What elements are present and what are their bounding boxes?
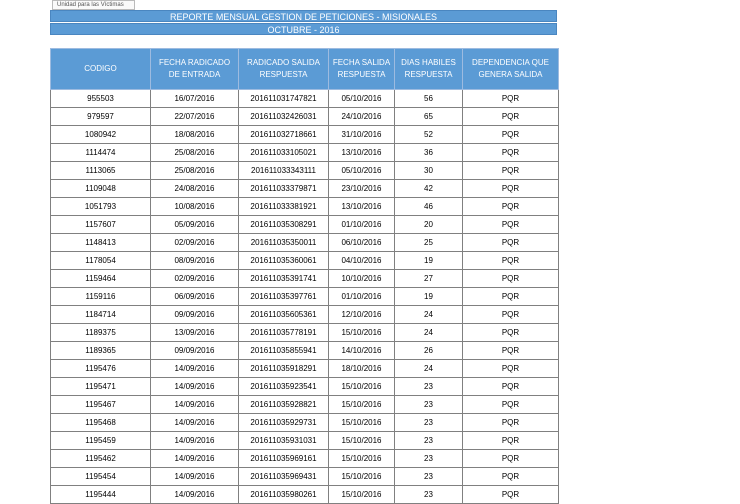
cell-codigo: 1195462 [51,450,151,468]
cell-dias-habiles: 56 [395,90,463,108]
cell-fecha-salida: 24/10/2016 [329,108,395,126]
cell-codigo: 1159116 [51,288,151,306]
cell-radicado-salida: 201611035923541 [239,378,329,396]
cell-fecha-entrada: 14/09/2016 [151,360,239,378]
cell-radicado-salida: 201611035360061 [239,252,329,270]
table-row [51,252,559,270]
cell-radicado-salida: 201611035928821 [239,396,329,414]
cell-dependencia: PQR [463,252,559,270]
cell-fecha-salida: 06/10/2016 [329,234,395,252]
cell-fecha-salida: 10/10/2016 [329,270,395,288]
cell-dependencia: PQR [463,288,559,306]
cell-fecha-salida: 15/10/2016 [329,486,395,504]
cell-fecha-entrada: 02/09/2016 [151,234,239,252]
cell-codigo: 1159464 [51,270,151,288]
cell-fecha-salida: 13/10/2016 [329,144,395,162]
cell-radicado-salida: 201611033379871 [239,180,329,198]
cell-dependencia: PQR [463,108,559,126]
cell-codigo: 1195467 [51,396,151,414]
cell-fecha-entrada: 05/09/2016 [151,216,239,234]
header-fecha-radicado-entrada: FECHA RADICADO DE ENTRADA [151,49,239,90]
cell-dias-habiles: 19 [395,252,463,270]
table-row [51,126,559,144]
cell-dias-habiles: 52 [395,126,463,144]
cell-dependencia: PQR [463,90,559,108]
cell-dias-habiles: 24 [395,306,463,324]
table-row [51,90,559,108]
cell-fecha-entrada: 14/09/2016 [151,450,239,468]
cell-dias-habiles: 42 [395,180,463,198]
cell-radicado-salida: 201611035397761 [239,288,329,306]
cell-dias-habiles: 19 [395,288,463,306]
cell-radicado-salida: 201611033105021 [239,144,329,162]
cell-fecha-salida: 01/10/2016 [329,288,395,306]
cell-fecha-entrada: 13/09/2016 [151,324,239,342]
cell-dias-habiles: 25 [395,234,463,252]
table-row [51,306,559,324]
header-fecha-salida: FECHA SALIDA RESPUESTA [329,49,395,90]
cell-fecha-entrada: 14/09/2016 [151,396,239,414]
cell-dependencia: PQR [463,234,559,252]
cell-fecha-salida: 15/10/2016 [329,378,395,396]
table-row [51,216,559,234]
cell-fecha-entrada: 24/08/2016 [151,180,239,198]
cell-dependencia: PQR [463,468,559,486]
table-row [51,360,559,378]
cell-fecha-entrada: 02/09/2016 [151,270,239,288]
cell-radicado-salida: 201611035969161 [239,450,329,468]
petitions-table [50,48,559,504]
cell-codigo: 1184714 [51,306,151,324]
cell-dias-habiles: 23 [395,414,463,432]
cell-fecha-entrada: 25/08/2016 [151,162,239,180]
cell-dias-habiles: 23 [395,396,463,414]
cell-dependencia: PQR [463,450,559,468]
cell-fecha-salida: 05/10/2016 [329,90,395,108]
cell-radicado-salida: 201611035605361 [239,306,329,324]
cell-codigo: 1109048 [51,180,151,198]
cell-fecha-entrada: 09/09/2016 [151,342,239,360]
cell-dependencia: PQR [463,306,559,324]
table-row [51,144,559,162]
table-row [51,414,559,432]
cell-dependencia: PQR [463,414,559,432]
cell-fecha-salida: 15/10/2016 [329,324,395,342]
table-row [51,324,559,342]
cell-fecha-salida: 23/10/2016 [329,180,395,198]
cell-dependencia: PQR [463,198,559,216]
cell-radicado-salida: 201611035969431 [239,468,329,486]
cell-dependencia: PQR [463,342,559,360]
cell-fecha-salida: 15/10/2016 [329,396,395,414]
table-header-row [51,49,559,90]
table-row [51,180,559,198]
cell-radicado-salida: 201611032426031 [239,108,329,126]
header-codigo: CODIGO [51,49,151,90]
table-row [51,270,559,288]
cell-codigo: 1195459 [51,432,151,450]
cell-dependencia: PQR [463,360,559,378]
header-dependencia: DEPENDENCIA QUE GENERA SALIDA [463,49,559,90]
logo: Unidad para las Víctimas [52,0,135,10]
table-row [51,234,559,252]
cell-codigo: 1195468 [51,414,151,432]
cell-dias-habiles: 23 [395,378,463,396]
cell-fecha-salida: 15/10/2016 [329,414,395,432]
cell-dependencia: PQR [463,396,559,414]
table-row [51,378,559,396]
cell-dias-habiles: 26 [395,342,463,360]
cell-fecha-entrada: 25/08/2016 [151,144,239,162]
header-dias-habiles: DIAS HABILES RESPUESTA [395,49,463,90]
table-row [51,162,559,180]
cell-codigo: 1195471 [51,378,151,396]
table-body [51,90,559,504]
cell-dias-habiles: 27 [395,270,463,288]
cell-fecha-salida: 05/10/2016 [329,162,395,180]
cell-dias-habiles: 24 [395,360,463,378]
cell-dependencia: PQR [463,162,559,180]
cell-fecha-salida: 18/10/2016 [329,360,395,378]
table-row [51,450,559,468]
cell-radicado-salida: 201611035391741 [239,270,329,288]
cell-fecha-entrada: 22/07/2016 [151,108,239,126]
cell-codigo: 1195476 [51,360,151,378]
cell-codigo: 1189375 [51,324,151,342]
cell-radicado-salida: 201611033343111 [239,162,329,180]
cell-codigo: 1148413 [51,234,151,252]
cell-dias-habiles: 23 [395,468,463,486]
cell-radicado-salida: 201611035918291 [239,360,329,378]
cell-dias-habiles: 24 [395,324,463,342]
cell-fecha-entrada: 14/09/2016 [151,486,239,504]
cell-fecha-entrada: 09/09/2016 [151,306,239,324]
cell-codigo: 1157607 [51,216,151,234]
cell-dependencia: PQR [463,486,559,504]
cell-dependencia: PQR [463,216,559,234]
table-row [51,198,559,216]
cell-codigo: 979597 [51,108,151,126]
cell-fecha-salida: 13/10/2016 [329,198,395,216]
cell-fecha-entrada: 16/07/2016 [151,90,239,108]
cell-fecha-salida: 01/10/2016 [329,216,395,234]
cell-codigo: 1195454 [51,468,151,486]
cell-fecha-salida: 04/10/2016 [329,252,395,270]
cell-dependencia: PQR [463,180,559,198]
cell-radicado-salida: 201611035929731 [239,414,329,432]
table-row [51,396,559,414]
cell-dias-habiles: 23 [395,450,463,468]
table-row [51,432,559,450]
cell-radicado-salida: 201611035980261 [239,486,329,504]
cell-fecha-entrada: 14/09/2016 [151,378,239,396]
cell-fecha-salida: 15/10/2016 [329,432,395,450]
cell-radicado-salida: 201611035931031 [239,432,329,450]
header-radicado-salida: RADICADO SALIDA RESPUESTA [239,49,329,90]
report-title: REPORTE MENSUAL GESTION DE PETICIONES - MISIONALES [50,10,557,22]
cell-codigo: 1113065 [51,162,151,180]
table-row [51,468,559,486]
cell-fecha-salida: 14/10/2016 [329,342,395,360]
cell-radicado-salida: 201611033381921 [239,198,329,216]
cell-dias-habiles: 20 [395,216,463,234]
cell-radicado-salida: 201611032718661 [239,126,329,144]
cell-radicado-salida: 201611035350011 [239,234,329,252]
cell-dependencia: PQR [463,378,559,396]
cell-radicado-salida: 201611031747821 [239,90,329,108]
cell-dependencia: PQR [463,126,559,144]
report-subtitle: OCTUBRE - 2016 [50,23,557,35]
cell-codigo: 1051793 [51,198,151,216]
cell-dias-habiles: 36 [395,144,463,162]
cell-fecha-salida: 31/10/2016 [329,126,395,144]
cell-dependencia: PQR [463,270,559,288]
cell-dias-habiles: 30 [395,162,463,180]
table-row [51,288,559,306]
cell-codigo: 955503 [51,90,151,108]
cell-fecha-entrada: 14/09/2016 [151,468,239,486]
cell-dias-habiles: 23 [395,486,463,504]
cell-codigo: 1114474 [51,144,151,162]
table-row [51,486,559,504]
cell-fecha-entrada: 14/09/2016 [151,414,239,432]
table-row [51,108,559,126]
cell-codigo: 1178054 [51,252,151,270]
cell-fecha-entrada: 18/08/2016 [151,126,239,144]
cell-fecha-entrada: 08/09/2016 [151,252,239,270]
cell-dependencia: PQR [463,432,559,450]
cell-radicado-salida: 201611035855941 [239,342,329,360]
cell-fecha-entrada: 06/09/2016 [151,288,239,306]
cell-codigo: 1080942 [51,126,151,144]
cell-codigo: 1195444 [51,486,151,504]
cell-dias-habiles: 46 [395,198,463,216]
cell-dias-habiles: 23 [395,432,463,450]
cell-fecha-salida: 12/10/2016 [329,306,395,324]
table-row [51,342,559,360]
cell-dias-habiles: 65 [395,108,463,126]
cell-codigo: 1189365 [51,342,151,360]
cell-dependencia: PQR [463,144,559,162]
cell-radicado-salida: 201611035778191 [239,324,329,342]
cell-fecha-entrada: 10/08/2016 [151,198,239,216]
cell-fecha-salida: 15/10/2016 [329,450,395,468]
cell-radicado-salida: 201611035308291 [239,216,329,234]
cell-fecha-salida: 15/10/2016 [329,468,395,486]
cell-dependencia: PQR [463,324,559,342]
cell-fecha-entrada: 14/09/2016 [151,432,239,450]
